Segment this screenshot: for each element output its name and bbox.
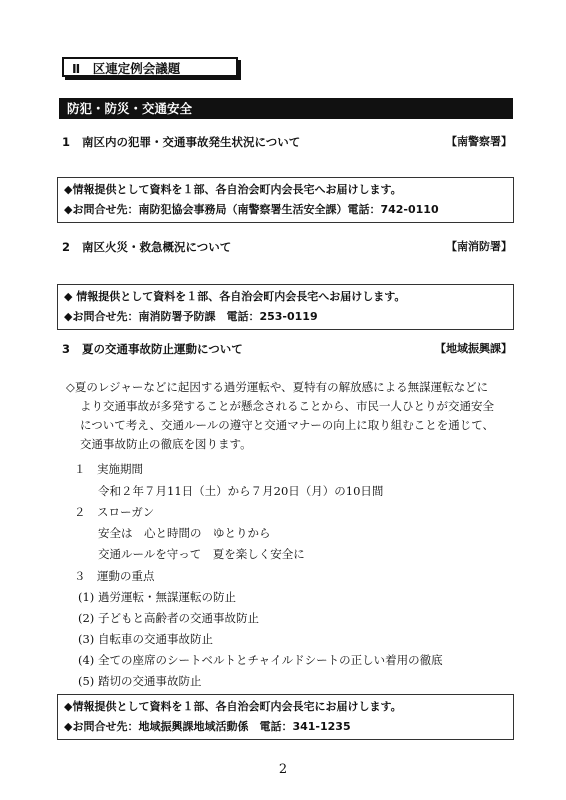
info-box-3 [57,694,514,740]
intro-line: について考え、交通ルールの遵守と交通マナーの向上に取り組むことを通じて、 [80,418,494,432]
info-box-1 [57,177,514,223]
slogan-line: 交通ルールを守って 夏を楽しく安全に [98,547,305,561]
sub-heading-period: １ 実施期間 [74,462,143,476]
period-text: 令和２年７月11日（土）から７月20日（月）の10日間 [98,484,384,498]
focus-point: (2) 子どもと高齢者の交通事故防止 [78,611,259,625]
slogan-line: 安全は 心と時間の ゆとりから [98,526,271,540]
focus-point: (1) 過労運転・無謀運転の防止 [78,590,236,604]
focus-point: (3) 自転車の交通事故防止 [78,632,213,646]
category-heading: 防犯・防災・交通安全 [59,98,513,119]
section-title: Ⅱ 区連定例会議題 [62,57,238,77]
department-tag: 【地域振興課】 [435,342,512,355]
item-title: 南区内の犯罪・交通事故発生状況について [82,135,301,149]
focus-point: (4) 全ての座席のシートベルトとチャイルドシートの正しい着用の徹底 [78,653,443,667]
item-heading-1 [62,133,512,151]
info-line: ◆情報提供として資料を１部、各自治会町内会長宅にお届けします。 [64,700,402,713]
info-line: ◆情報提供として資料を１部、各自治会町内会長宅へお届けします。 [64,183,402,196]
sub-heading-focus: ３ 運動の重点 [74,569,155,583]
item-number: 2 [62,240,71,254]
sub-heading-slogan: ２ スローガン [74,505,155,519]
focus-point: (5) 踏切の交通事故防止 [78,674,202,688]
intro-paragraph [66,378,520,454]
department-tag: 【南消防署】 [446,240,512,253]
item-heading-2 [62,238,512,256]
contact-line: ◆お問合せ先：地域振興課地域活動係 電話：341-1235 [64,720,351,733]
item-title: 南区火災・救急概況について [82,240,232,254]
contact-line: ◆お問合せ先：南防犯協会事務局（南警察署生活安全課）電話：742-0110 [64,203,439,216]
item-number: 1 [62,135,71,149]
intro-line: 交通事故防止の徹底を図ります。 [80,437,252,451]
department-tag: 【南警察署】 [446,135,512,148]
intro-line: より交通事故が多発することが懸念されることから、市民一人ひとりが交通安全 [80,399,494,413]
info-box-2 [57,284,514,330]
page-number: 2 [278,762,288,777]
info-line: ◆ 情報提供として資料を１部、各自治会町内会長宅へお届けします。 [64,290,406,303]
contact-line: ◆お問合せ先：南消防署予防課 電話：253-0119 [64,310,318,323]
item-heading-3 [62,340,512,358]
intro-line: ◇夏のレジャーなどに起因する過労運転や、夏特有の解放感による無謀運転などに [66,380,489,394]
item-number: 3 [62,342,71,356]
item-title: 夏の交通事故防止運動について [82,342,243,356]
